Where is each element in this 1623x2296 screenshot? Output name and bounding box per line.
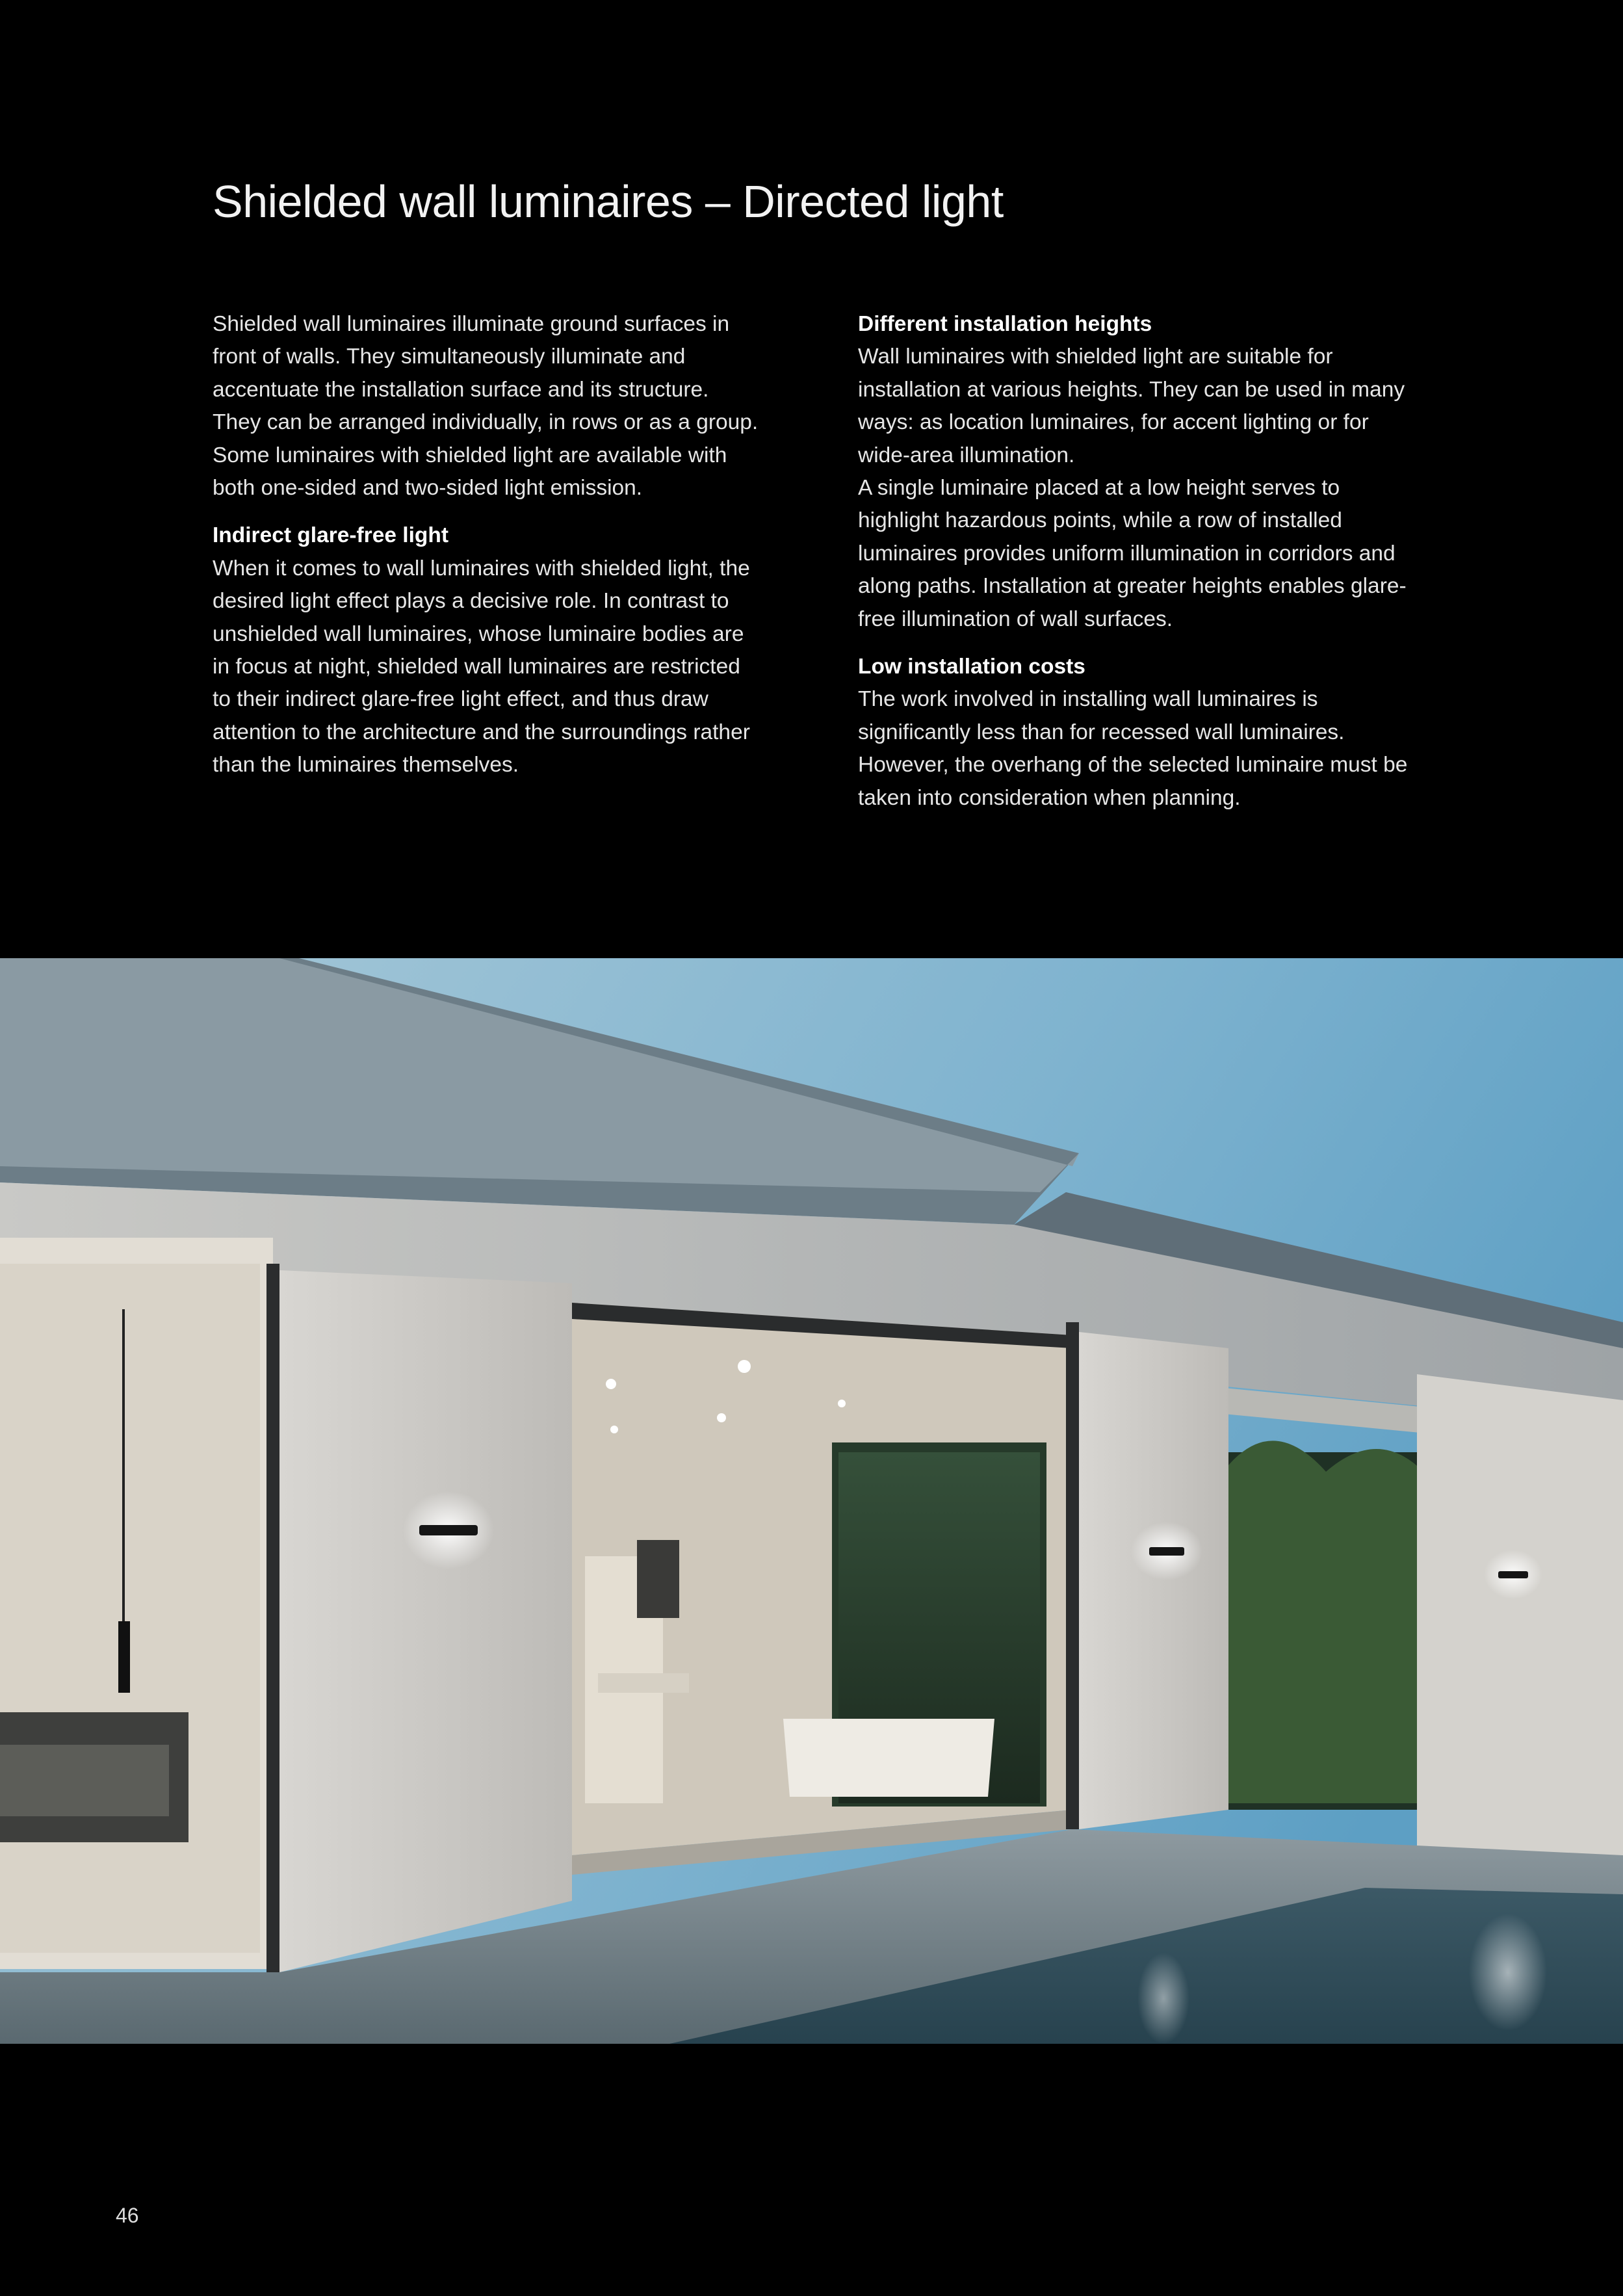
section-body-installation-heights: Wall luminaires with shielded light are suitable for installation at various heights. They can be used in many ways: as location luminaires, for accent lighting or for wide-area illumination. [858, 345, 1405, 467]
left-text-column [213, 308, 759, 782]
section-heading-installation-costs: Low installation costs [858, 655, 1085, 679]
section-heading-indirect-glare-free: Indirect glare-free light [213, 523, 448, 548]
section-body-installation-heights-continued: A single luminaire placed at a low height serves to highlight hazardous points, while a row of installed luminaires provides uniform illumination in corridors and along paths. Installation at greater heights enables glare-free illumination of wall surfaces. [858, 476, 1407, 631]
section-heading-installation-heights: Different installation heights [858, 312, 1152, 336]
page-title: Shielded wall luminaires – Directed light [213, 176, 1004, 227]
page-number: 46 [116, 2204, 139, 2227]
right-text-column [858, 308, 1417, 815]
intro-paragraph: Shielded wall luminaires illuminate ground surfaces in front of walls. They simultaneously illuminate and accentuate the installation surface and its structure. They can be arranged individually, in rows or as a group. Some luminaires with shielded light are available with both one-sided and two-sided light emission. [213, 312, 759, 501]
section-body-indirect-glare-free: When it comes to wall luminaires with shielded light, the desired light effect plays a decisive role. In contrast to unshielded wall luminaires, whose luminaire bodies are in focus at night, shielded wall luminaires are restricted to their indirect glare-free light effect, and thus draw attention to the architecture and the surroundings rather than the luminaires themselves. [213, 556, 750, 777]
architecture-photo [0, 958, 1623, 2044]
section-body-installation-costs: The work involved in installing wall luminaires is significantly less than for recessed wall luminaires. However, the overhang of the selected luminaire must be taken into consideration when planning. [858, 687, 1408, 810]
